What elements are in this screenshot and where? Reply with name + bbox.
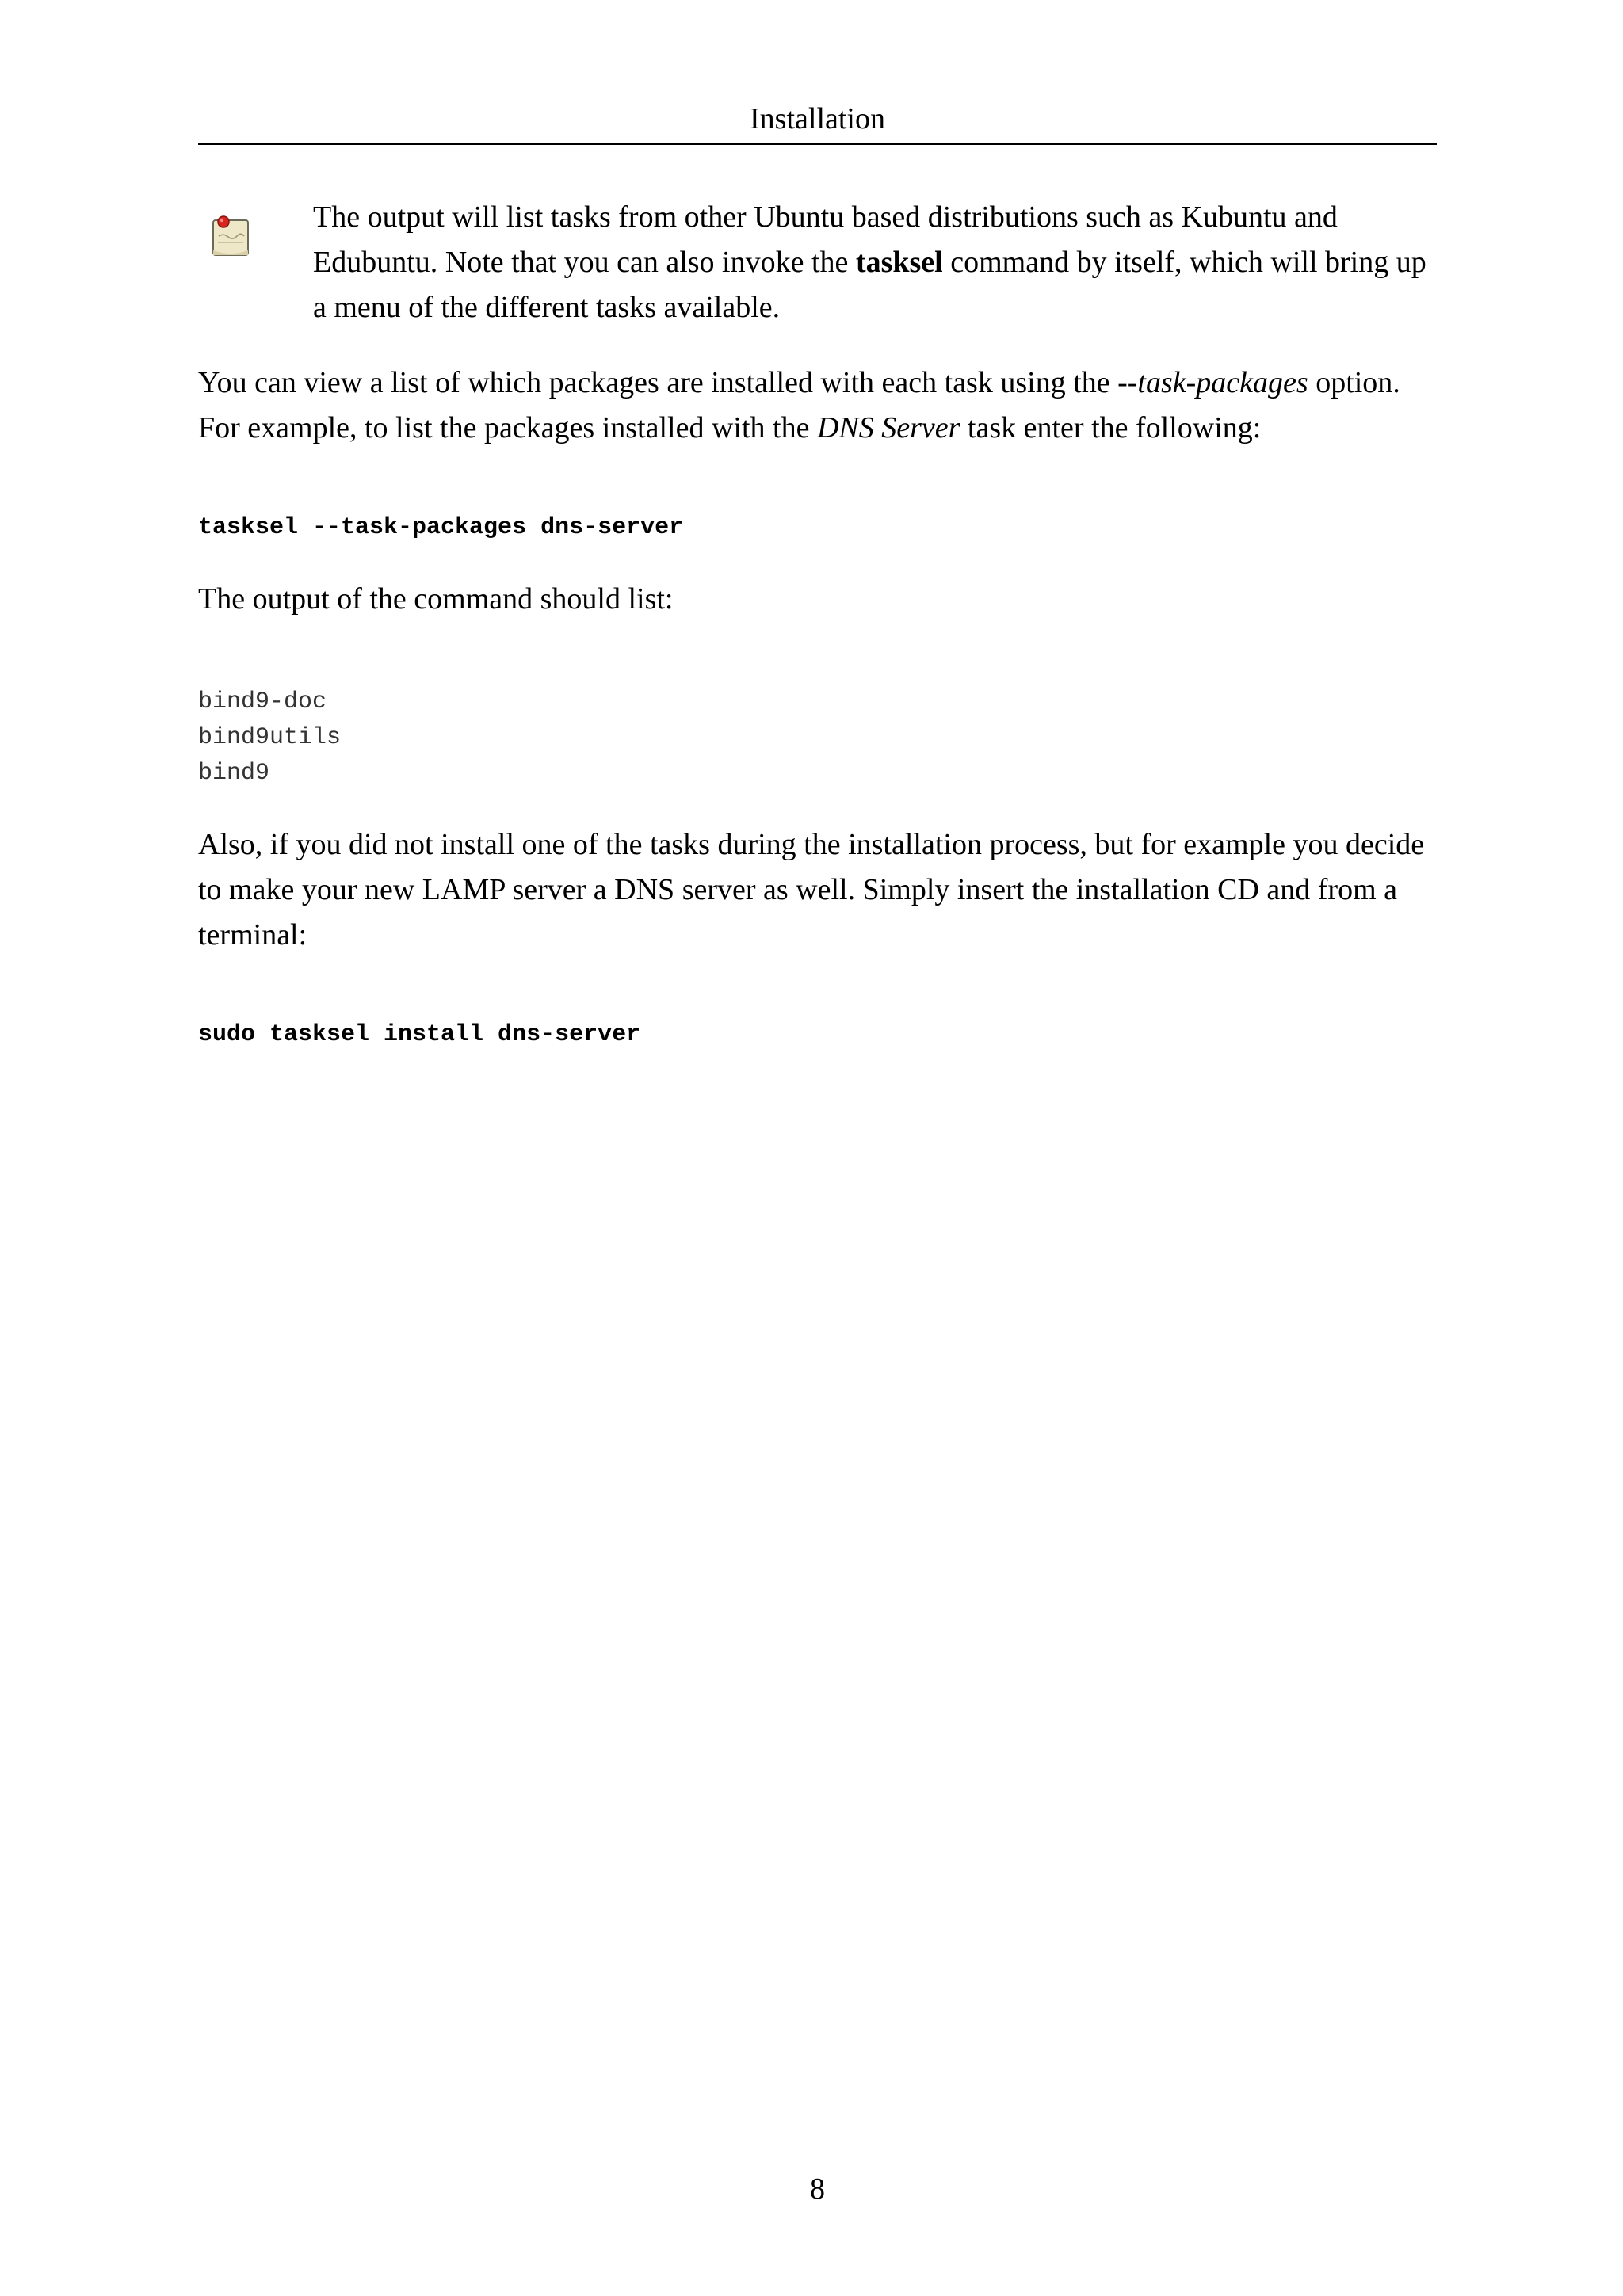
- note-icon: [209, 211, 252, 260]
- command-task-packages: tasksel --task-packages dns-server: [198, 514, 684, 541]
- header-rule: [198, 143, 1437, 145]
- output-line: bind9-doc: [198, 688, 327, 715]
- running-header: Installation: [750, 102, 885, 135]
- note-text: The output will list tasks from other Ubuntu based distributions such as Kubuntu and Edubuntu. Note that you can also invoke the tasksel command by itself, which will bring up a menu of the different tasks available.: [313, 200, 1426, 324]
- output-line: bind9utils: [198, 724, 342, 751]
- paragraph-task-packages: You can view a list of which packages are installed with each task using the --task-packages option. For example, to list the packages installed with the DNS Server task enter the following:: [198, 366, 1400, 444]
- task-packages-option: --task-packages: [1117, 366, 1308, 399]
- command-install-dns-server: sudo tasksel install dns-server: [198, 1021, 641, 1048]
- paragraph-install-task: Also, if you did not install one of the tasks during the installation process, but for example you decide to make your new LAMP server a DNS server as well. Simply insert the installation CD and from a terminal:: [198, 828, 1425, 952]
- dns-server-task-name: DNS Server: [816, 411, 960, 444]
- tasksel-command-name: tasksel: [855, 246, 943, 279]
- document-page: [198, 0, 1437, 2296]
- page-number: 8: [810, 2172, 825, 2206]
- output-line: bind9: [198, 760, 270, 787]
- paragraph-output-intro: The output of the command should list:: [198, 582, 674, 616]
